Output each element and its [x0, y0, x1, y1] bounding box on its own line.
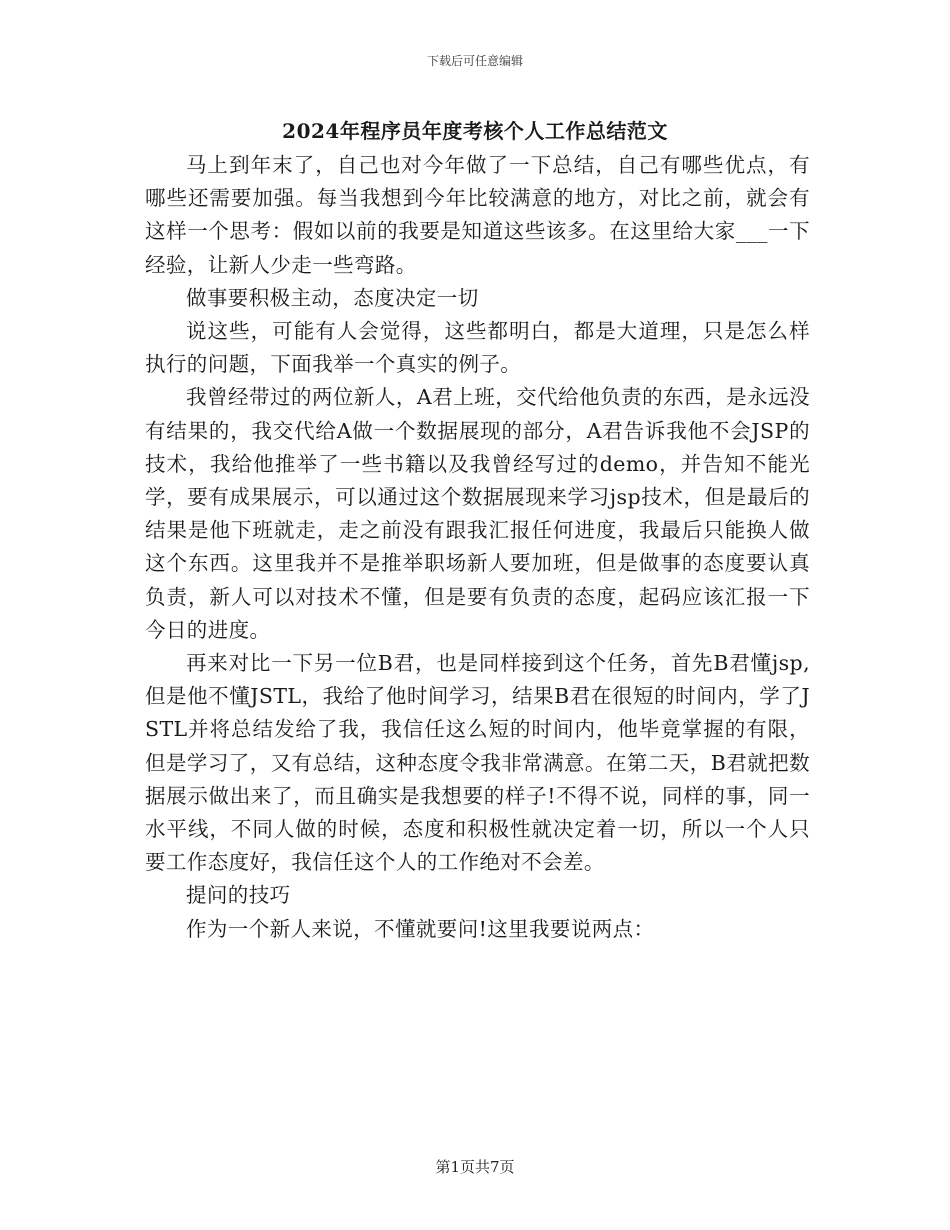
page-number: 第1页共7页: [435, 1158, 515, 1176]
paragraph-intro: 马上到年末了，自己也对今年做了一下总结，自己有哪些优点，有哪些还需要加强。每当我想到今年比较满意的地方，对比之前，就会有这样一个思考：假如以前的我要是知道这些该多。在这里给大家___一下经验，让新人少走一些弯路。: [145, 153, 810, 277]
paragraph: 说这些，可能有人会觉得，这些都明白，都是大道理，只是怎么样执行的问题，下面我举一个真实的例子。: [145, 319, 810, 377]
section-heading-questioning: 提问的技巧: [186, 883, 291, 908]
document-body: [145, 149, 810, 946]
section-heading-attitude: 做事要积极主动，态度决定一切: [186, 285, 479, 310]
paragraph: 作为一个新人来说，不懂就要问!这里我要说两点：: [186, 916, 655, 941]
paragraph: 再来对比一下另一位B君，也是同样接到这个任务，首先B君懂jsp,但是他不懂JSTL，我给了他时间学习，结果B君在很短的时间内，学了JSTL并将总结发给了我，我信任这么短的时间内，他毕竟掌握的有限，但是学习了，又有总结，这种态度令我非常满意。在第二天，B君就把数据展示做出来了，而且确实是我想要的样子!不得不说，同样的事，同一水平线，不同人做的时候，态度和积极性就决定着一切，所以一个人只要工作态度好，我信任这个人的工作绝对不会差。: [145, 651, 810, 875]
page-header-note: 下载后可任意编辑: [426, 54, 523, 68]
document-title: 2024年程序员年度考核个人工作总结范文: [282, 119, 668, 143]
paragraph: 我曾经带过的两位新人，A君上班，交代给他负责的东西，是永远没有结果的，我交代给A做一个数据展现的部分，A君告诉我他不会JSP的技术，我给他推举了一些书籍以及我曾经写过的demo，并告知不能光学，要有成果展示，可以通过这个数据展现来学习jsp技术，但是最后的结果是他下班就走，走之前没有跟我汇报任何进度，我最后只能换人做这个东西。这里我并不是推举职场新人要加班，但是做事的态度要认真负责，新人可以对技术不懂，但是要有负责的态度，起码应该汇报一下今日的进度。: [145, 385, 810, 642]
